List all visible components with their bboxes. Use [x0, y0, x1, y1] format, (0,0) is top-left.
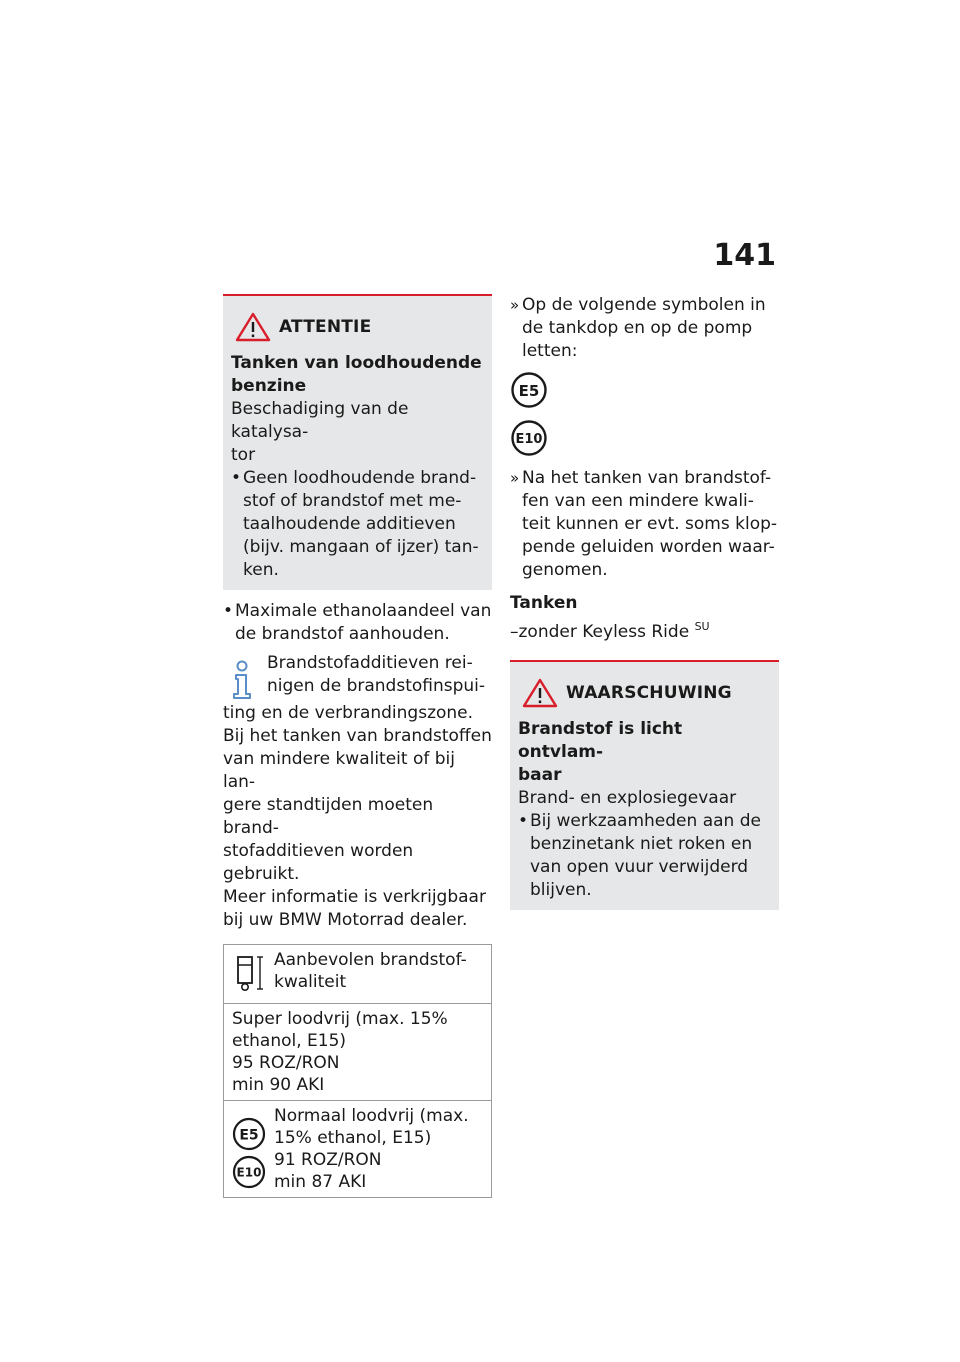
- info-line: bij uw BMW Motorrad dealer.: [223, 910, 468, 930]
- step-line: teit kunnen er evt. soms klop-: [522, 514, 778, 534]
- step-line: de tankdop en op de pomp: [522, 318, 753, 338]
- info-icon: [223, 658, 261, 702]
- bullet-line: de brandstof aanhouden.: [235, 624, 450, 644]
- attention-title: ATTENTIE: [279, 317, 372, 337]
- bullet-line: taalhoudende additieven: [243, 514, 456, 534]
- attention-bullet: [231, 467, 484, 582]
- step-line: letten:: [522, 341, 578, 361]
- info-line: ting en de verbrandingszone.: [223, 703, 474, 723]
- warning-heading: [518, 718, 771, 787]
- warning-title: WAARSCHUWING: [566, 683, 732, 703]
- attention-consequence-line: tor: [231, 445, 256, 465]
- info-line: nigen de brandstofinspui-: [267, 676, 486, 696]
- arrow-marker: »: [510, 296, 520, 314]
- warning-bullet: [518, 810, 771, 902]
- step-line: Na het tanken van brandstof-: [522, 468, 772, 488]
- fuel-line: 91 ROZ/RON: [274, 1150, 382, 1170]
- bullet-line: blijven.: [530, 880, 592, 900]
- info-line: Bij het tanken van brandstoffen: [223, 726, 492, 746]
- warning-triangle-icon: [235, 312, 271, 342]
- warning-header: [518, 678, 771, 708]
- attention-heading-line: Tanken van loodhoudende: [231, 353, 482, 373]
- info-line: van mindere kwaliteit of bij lan-: [223, 749, 455, 792]
- step-line: fen van een mindere kwali-: [522, 491, 754, 511]
- ethanol-bullet: [223, 600, 492, 646]
- fuel-line: min 90 AKI: [232, 1075, 325, 1095]
- bullet-marker: •: [231, 468, 242, 488]
- fuel-line: Super loodvrij (max. 15%: [232, 1009, 448, 1029]
- bullet-line: (bijv. mangaan of ijzer) tan-: [243, 537, 479, 557]
- info-line: Meer informatie is verkrijgbaar: [223, 887, 486, 907]
- instruction-step: [510, 294, 779, 363]
- attention-heading-line: benzine: [231, 376, 307, 396]
- right-column: [510, 294, 779, 910]
- attention-heading: [231, 352, 484, 398]
- warning-heading-line: baar: [518, 765, 562, 785]
- info-line: gere standtijden moeten brand-: [223, 795, 434, 838]
- e5-icon: [510, 371, 548, 409]
- fuel-table-header: [224, 945, 491, 1004]
- info-note: [223, 652, 492, 932]
- e5-icon: [232, 1117, 266, 1151]
- warning-triangle-icon: [522, 678, 558, 708]
- info-line: stofadditieven worden gebruikt.: [223, 841, 414, 884]
- warning-heading-line: Brandstof is licht ontvlam-: [518, 719, 683, 762]
- left-column: [223, 294, 492, 1198]
- arrow-marker: »: [510, 469, 520, 487]
- e10-icon: [510, 419, 548, 457]
- step-line: pende geluiden worden waar-: [522, 537, 775, 557]
- fuel-header-line: kwaliteit: [274, 972, 347, 992]
- e5-icon-label: E5: [239, 1127, 259, 1144]
- fuel-quality-table: [223, 944, 492, 1198]
- fuel-symbols: [510, 371, 779, 457]
- step-line: Op de volgende symbolen in: [522, 295, 766, 315]
- section-subtitle: [510, 615, 779, 644]
- section-superscript: SU: [694, 620, 710, 633]
- e10-icon-label: E10: [515, 432, 543, 447]
- fuel-line: ethanol, E15): [232, 1031, 347, 1051]
- bullet-line: Geen loodhoudende brand-: [243, 468, 477, 488]
- e5-icon-label: E5: [518, 382, 540, 400]
- bullet-line: Bij werkzaamheden aan de: [530, 811, 761, 831]
- bullet-line: van open vuur verwijderd: [530, 857, 749, 877]
- fuel-line: Normaal loodvrij (max.: [274, 1106, 469, 1126]
- bullet-line: benzinetank niet roken en: [530, 834, 753, 854]
- bullet-line: Maximale ethanolaandeel van: [235, 601, 492, 621]
- fuel-pump-icon: [232, 953, 266, 993]
- attention-box: [223, 294, 492, 590]
- instruction-step: [510, 467, 779, 582]
- fuel-header-line: Aanbevolen brandstof-: [274, 950, 467, 970]
- attention-consequence-line: Beschadiging van de katalysa-: [231, 399, 409, 442]
- warning-consequence: Brand- en explosiegevaar: [518, 788, 737, 808]
- page-number: 141: [713, 238, 776, 273]
- bullet-marker: •: [518, 811, 529, 831]
- info-line: Brandstofadditieven rei-: [267, 653, 473, 673]
- e10-icon: [232, 1155, 266, 1189]
- step-line: genomen.: [522, 560, 608, 580]
- fuel-row-normal: [224, 1101, 491, 1197]
- fuel-row-super: [224, 1004, 491, 1101]
- fuel-line: min 87 AKI: [274, 1172, 367, 1192]
- fuel-line: 15% ethanol, E15): [274, 1128, 432, 1148]
- section-subtitle-text: –zonder Keyless Ride: [510, 622, 690, 642]
- bullet-line: stof of brandstof met me-: [243, 491, 462, 511]
- fuel-line: 95 ROZ/RON: [232, 1053, 340, 1073]
- bullet-line: ken.: [243, 560, 279, 580]
- attention-consequence: [231, 398, 484, 467]
- bullet-marker: •: [223, 601, 234, 621]
- attention-header: [231, 312, 484, 342]
- warning-box: [510, 660, 779, 910]
- e10-icon-label: E10: [236, 1165, 262, 1180]
- section-title: Tanken: [510, 593, 578, 613]
